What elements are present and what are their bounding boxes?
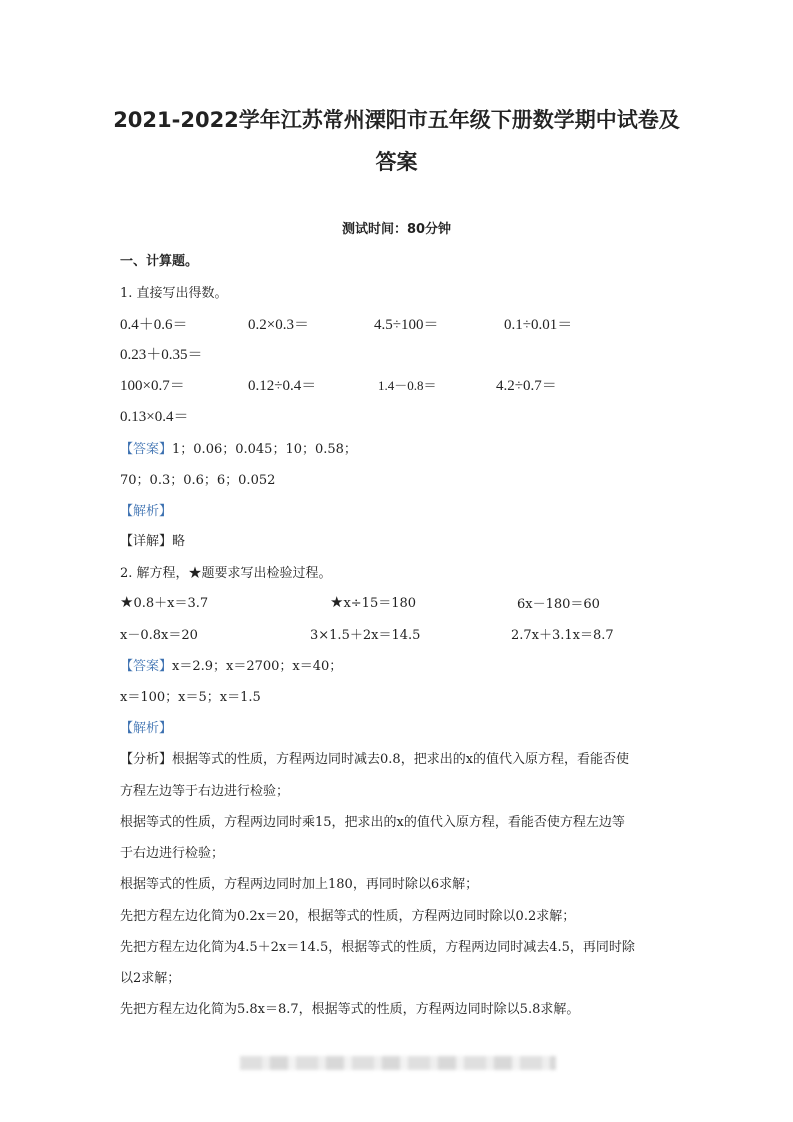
q2-answer-line1: x＝2.9；x＝2700；x＝40； [172, 659, 343, 674]
q2-explanation-1-text: 根据等式的性质，方程两边同时减去0.8，把求出的x的值代入原方程，看能否使 [172, 752, 630, 767]
star-icon: ★ [120, 593, 134, 611]
q2-explanation-1 [120, 748, 629, 767]
q2-eq-1-text: 0.8＋x＝3.7 [133, 596, 209, 611]
q1-answer [120, 438, 357, 457]
q1-answer-line1: 1；0.06；0.045；10；0.58； [172, 442, 357, 457]
q1-expr-3: 4.5÷100＝ [374, 317, 439, 333]
q2-explanation-8: 以2求解； [120, 971, 181, 986]
q1-expr-2: 0.2×0.3＝ [248, 317, 309, 333]
q1-detail [120, 530, 185, 549]
q1-answer-line2: 70；0.3；0.6；6；0.052 [120, 473, 276, 488]
star-icon: ★ [330, 593, 344, 611]
q1-expr-9: 4.2÷0.7＝ [496, 378, 557, 394]
q1-analysis-tag: 【解析】 [120, 504, 173, 519]
q1-expr-7: 0.12÷0.4＝ [248, 378, 317, 394]
fenxi-tag: 【分析】 [120, 752, 173, 767]
q1-expr-8: 1.4－0.8＝ [378, 378, 437, 393]
test-time: 测试时间：80分钟 [341, 222, 452, 237]
q2-eq-4: x－0.8x＝20 [120, 628, 198, 643]
q1-expr-10: 0.13×0.4＝ [120, 409, 189, 425]
detail-text: 略 [172, 534, 186, 549]
q2-eq-3: 6x－180＝60 [517, 597, 600, 612]
q2-explanation-4: 于右边进行检验； [120, 846, 225, 861]
q2-explanation-3: 根据等式的性质，方程两边同时乘15，把求出的x的值代入原方程，看能否使方程左边等 [120, 815, 625, 830]
blurred-footer [240, 1056, 556, 1070]
q2-explanation-5: 根据等式的性质，方程两边同时加上180，再同时除以6求解； [120, 877, 479, 892]
q2-analysis-tag: 【解析】 [120, 721, 173, 736]
q2-prompt: 2. 解方程，★题要求写出检验过程。 [120, 566, 332, 581]
section-heading: 一、计算题。 [120, 254, 199, 269]
answer-tag: 【答案】 [120, 442, 173, 457]
q2-explanation-7: 先把方程左边化简为4.5＋2x＝14.5，根据等式的性质，方程两边同时减去4.5，再同时除 [120, 940, 635, 955]
q2-explanation-2: 方程左边等于右边进行检验； [120, 784, 290, 799]
answer-tag: 【答案】 [120, 659, 173, 674]
q1-expr-5: 0.23＋0.35＝ [120, 347, 203, 363]
q2-eq-5: 3×1.5＋2x＝14.5 [310, 628, 421, 643]
detail-tag: 【详解】 [120, 534, 173, 549]
page-title-line2: 答案 [375, 150, 418, 174]
q2-explanation-9: 先把方程左边化简为5.8x＝8.7，根据等式的性质，方程两边同时除以5.8求解。 [120, 1002, 580, 1017]
q2-explanation-6: 先把方程左边化简为0.2x＝20，根据等式的性质，方程两边同时除以0.2求解； [120, 909, 576, 924]
q1-expr-1: 0.4＋0.6＝ [120, 317, 188, 333]
q2-eq-2-text: x÷15＝180 [343, 596, 417, 611]
q2-eq-6: 2.7x＋3.1x＝8.7 [511, 628, 614, 643]
q2-answer-line2: x＝100；x＝5；x＝1.5 [120, 690, 261, 705]
page-title-line1: 2021-2022学年江苏常州溧阳市五年级下册数学期中试卷及 [113, 108, 680, 132]
q2-eq-2 [330, 592, 416, 611]
q2-answer [120, 655, 342, 674]
q1-expr-6: 100×0.7＝ [120, 378, 185, 394]
q1-expr-4: 0.1÷0.01＝ [504, 317, 573, 333]
q1-prompt: 1. 直接写出得数。 [120, 286, 228, 301]
q2-eq-1 [120, 592, 208, 611]
